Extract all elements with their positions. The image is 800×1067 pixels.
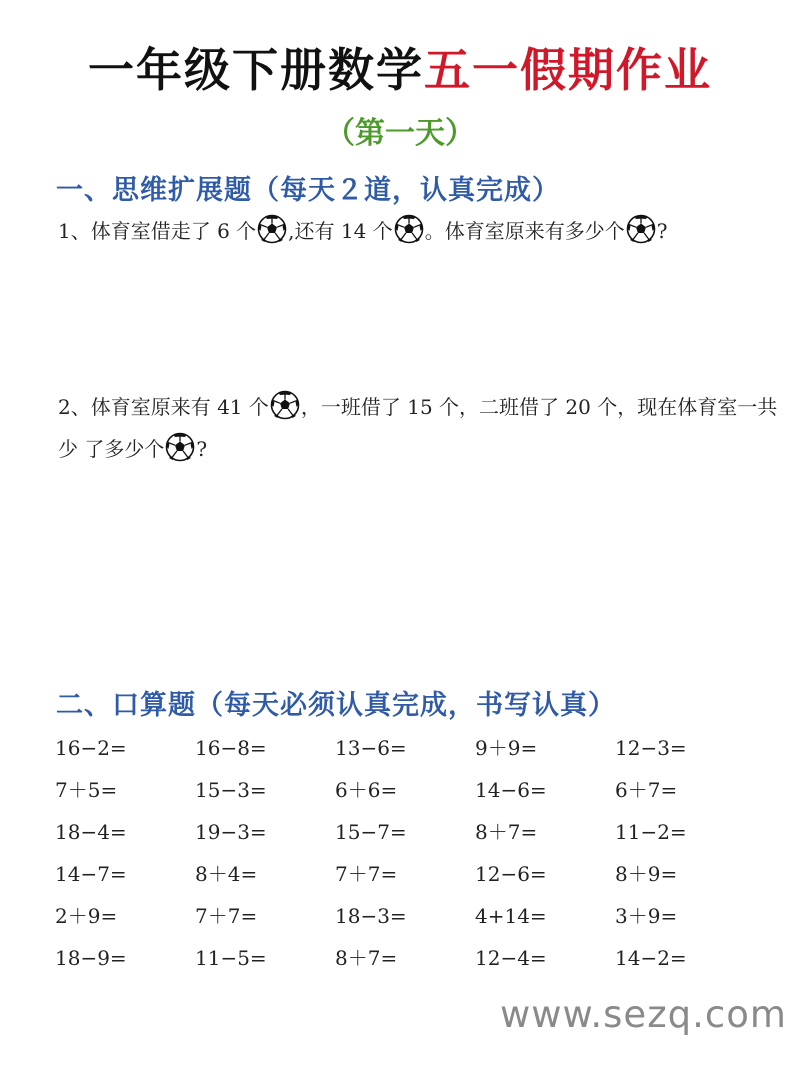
problem-2-text-b: ，一班借了 15 个，二班借了 20 个，现在体育室一共少 了多少个: [58, 395, 778, 461]
page-title: [0, 34, 800, 100]
arithmetic-item: 12−6=: [475, 862, 547, 886]
problem-1: [58, 210, 778, 252]
problem-2: [58, 386, 778, 470]
arithmetic-item: 7＋7=: [335, 862, 398, 886]
soccer-ball-icon: [270, 390, 300, 420]
arithmetic-item: 18−9=: [55, 946, 127, 970]
arithmetic-item: 14−7=: [55, 862, 127, 886]
arithmetic-item: 18−4=: [55, 820, 127, 844]
arithmetic-item: 11−2=: [615, 820, 687, 844]
arithmetic-item: 4+14=: [475, 904, 547, 928]
problem-1-text-d: ?: [656, 219, 668, 243]
arithmetic-item: 15−7=: [335, 820, 407, 844]
arithmetic-item: 7＋5=: [55, 778, 118, 802]
problem-1-text-c: 。体育室原来有多少个: [424, 219, 625, 243]
arithmetic-item: 18−3=: [335, 904, 407, 928]
arithmetic-item: 8＋7=: [335, 946, 398, 970]
arithmetic-item: 6＋6=: [335, 778, 398, 802]
soccer-ball-icon: [165, 432, 195, 462]
arithmetic-item: 16−2=: [55, 736, 127, 760]
arithmetic-item: 2＋9=: [55, 904, 118, 928]
problem-2-text-c: ?: [196, 437, 208, 461]
arithmetic-grid: [55, 727, 755, 979]
section1-heading: 一、思维扩展题（每天２道，认真完成）: [56, 175, 560, 206]
arithmetic-item: 8＋7=: [475, 820, 538, 844]
arithmetic-item: 6＋7=: [615, 778, 678, 802]
problem-2-text-a: 2、体育室原来有 41 个: [58, 395, 269, 419]
soccer-ball-icon: [626, 214, 656, 244]
arithmetic-item: 3＋9=: [615, 904, 678, 928]
problem-1-text-a: 1、体育室借走了 6 个: [58, 219, 257, 243]
title-homework-part: 五一假期作业: [424, 43, 712, 97]
title-grade-part: 一年级下册数学: [88, 43, 424, 97]
arithmetic-item: 11−5=: [195, 946, 267, 970]
day-subtitle: （第一天）: [325, 116, 475, 151]
watermark: www.sezq.com: [500, 993, 787, 1036]
arithmetic-item: 14−6=: [475, 778, 547, 802]
arithmetic-item: 19−3=: [195, 820, 267, 844]
soccer-ball-icon: [257, 214, 287, 244]
arithmetic-item: 9＋9=: [475, 736, 538, 760]
arithmetic-item: 8＋4=: [195, 862, 258, 886]
arithmetic-item: 7＋7=: [195, 904, 258, 928]
section2-heading: 二、口算题（每天必须认真完成，书写认真）: [56, 690, 616, 721]
soccer-ball-icon: [394, 214, 424, 244]
arithmetic-item: 14−2=: [615, 946, 687, 970]
problem-1-text-b: ,还有 14 个: [288, 219, 393, 243]
arithmetic-item: 15−3=: [195, 778, 267, 802]
arithmetic-item: 8＋9=: [615, 862, 678, 886]
arithmetic-item: 13−6=: [335, 736, 407, 760]
arithmetic-item: 16−8=: [195, 736, 267, 760]
arithmetic-item: 12−3=: [615, 736, 687, 760]
arithmetic-item: 12−4=: [475, 946, 547, 970]
